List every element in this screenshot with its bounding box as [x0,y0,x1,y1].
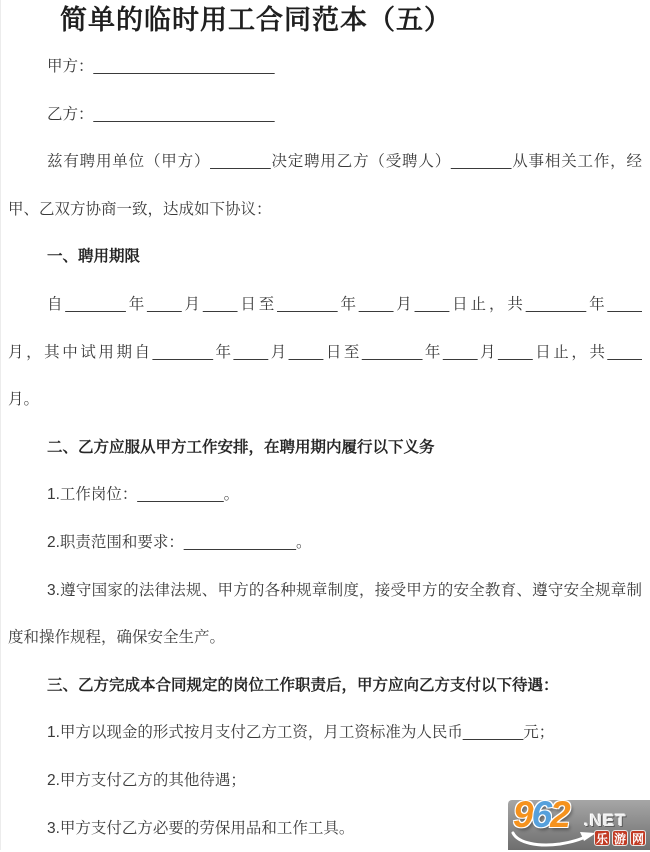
logo-name-badge: 乐 [594,830,610,846]
document-line: 1.工作岗位：__________。 [8,471,642,519]
document-title: 简单的临时用工合同范本（五） [60,3,452,37]
logo-domain-suffix: .NET [584,811,627,831]
swoosh-arrow-icon [510,829,598,849]
logo-site-name [594,830,646,846]
document-line: 2.甲方支付乙方的其他待遇； [8,757,642,805]
document-body [8,43,642,852]
document-line: 月，其中试用期自_______年____月____日至_______年____月____日止，共____ [8,329,642,377]
document-line: 兹有聘用单位（甲方）_______决定聘用乙方（受聘人）_______从事相关工作，经 [8,138,642,186]
section-heading: 三、乙方完成本合同规定的岗位工作职责后，甲方应向乙方支付以下待遇： [8,662,642,710]
document-line: 1.甲方以现金的形式按月支付乙方工资，月工资标准为人民币_______元； [8,709,642,757]
logo-name-badge: 网 [630,830,646,846]
page-edge-line [0,0,1,850]
section-heading: 二、乙方应服从甲方工作安排，在聘用期内履行以下义务 [8,424,642,472]
document-line: 度和操作规程，确保安全生产。 [8,614,642,662]
document-line: 乙方：_____________________ [8,91,642,139]
watermark-logo [508,800,650,850]
document-line: 自_______年____月____日至_______年____月____日止，共_______年____ [8,281,642,329]
logo-digit: 6 [532,800,551,835]
document-line: 2.职责范围和要求：_____________。 [8,519,642,567]
logo-name-badge: 游 [612,830,628,846]
section-heading: 一、聘用期限 [8,233,642,281]
document-line: 甲、乙双方协商一致，达成如下协议： [8,186,642,234]
document-line: 3.遵守国家的法律法规、甲方的各种规章制度，接受甲方的安全教育、遵守安全规章制 [8,567,642,615]
logo-digit: 2 [550,800,569,835]
logo-digit: 9 [513,800,532,835]
document-line: 甲方：_____________________ [8,43,642,91]
document-line: 3.甲方支付乙方必要的劳保用品和工作工具。 [8,805,642,852]
document-line: 月。 [8,376,642,424]
